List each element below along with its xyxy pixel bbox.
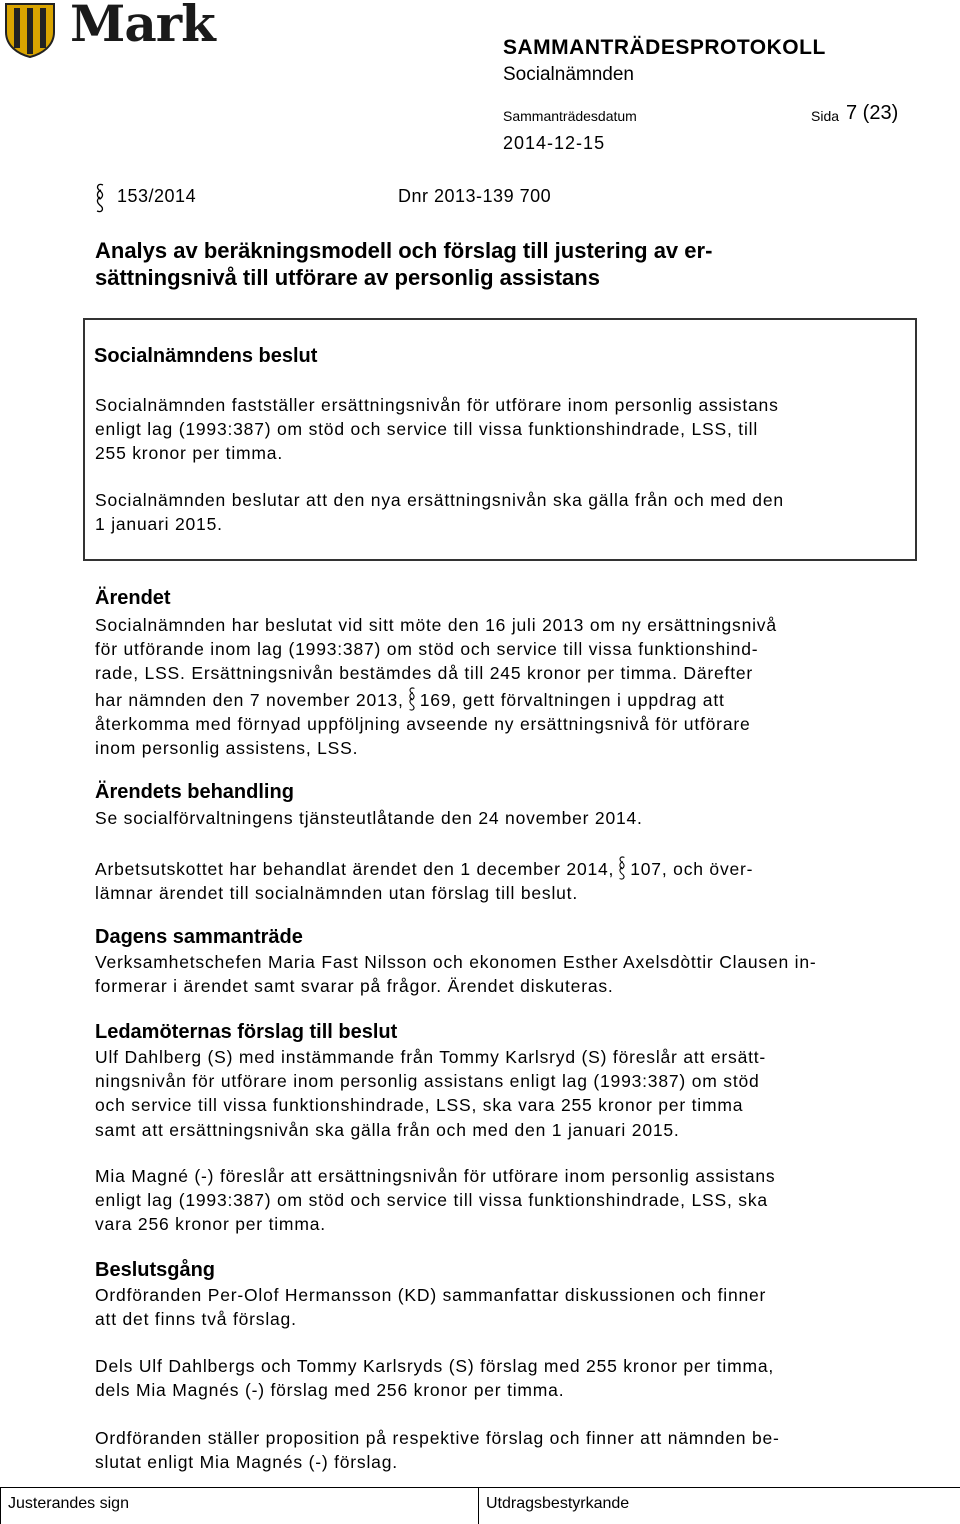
text-line: 255 kronor per timma. [95, 443, 283, 464]
text-line: Socialnämnden har beslutat vid sitt möte den 16 juli 2013 om ny ersättningsnivå [95, 615, 777, 635]
text-line: dels Mia Magnés (-) förslag med 256 kronor per timma. [95, 1380, 565, 1401]
text-line: Ordföranden ställer proposition på respektive förslag och finner att nämnden be- [95, 1428, 780, 1448]
text-line: för utförande inom lag (1993:387) om stöd och service till vissa funktionshind- [95, 639, 759, 660]
committee-name: Socialnämnden [503, 64, 634, 85]
logo [0, 0, 240, 62]
footer-divider [0, 1487, 960, 1488]
section-heading: Ärendets behandling [95, 781, 294, 803]
text-line: 1 januari 2015. [95, 514, 223, 535]
logo-text: Mark [70, 0, 215, 53]
text-line: Dels Ulf Dahlbergs och Tommy Karlsryds (S) förslag med 255 kronor per timma, [95, 1356, 775, 1376]
section-heading: Ledamöternas förslag till beslut [95, 1021, 398, 1043]
text-line: Mia Magné (-) föreslår att ersättningsnivån för utförare inom personlig assistans [95, 1166, 776, 1186]
case-title [95, 237, 815, 291]
decision-paragraph [95, 488, 925, 536]
forslag-paragraph [95, 1045, 925, 1142]
text-line: Verksamhetschefen Maria Fast Nilsson och ekonomen Esther Axelsdòttir Clausen in- [95, 952, 817, 972]
decision-paragraph [95, 393, 925, 466]
forslag-paragraph [95, 1164, 925, 1237]
text-line: ningsnivån för utförare inom personlig assistans enligt lag (1993:387) om stöd [95, 1071, 760, 1092]
text-line: lämnar ärendet till socialnämnden utan förslag till beslut. [95, 883, 578, 904]
text-line: Socialnämnden beslutar att den nya ersättningsnivån ska gälla från och med den [95, 490, 784, 510]
text-segment: har nämnden den 7 november 2013, [95, 689, 404, 710]
section-heading: Dagens sammanträde [95, 926, 303, 948]
text-segment: Arbetsutskottet har behandlat ärendet den 1 december 2014, [95, 859, 615, 879]
text-line: Ulf Dahlberg (S) med instämmande från Tommy Karlsryd (S) föreslår att ersätt- [95, 1047, 767, 1067]
text-segment: 107, och över- [630, 859, 754, 879]
signature-field-label: Justerandes sign [8, 1495, 129, 1512]
section-sign-icon [616, 855, 628, 881]
page-label: Sida [811, 108, 840, 124]
footer-divider [478, 1488, 479, 1524]
beslutsgang-paragraph [95, 1354, 925, 1402]
text-line: slutat enligt Mia Magnés (-) förslag. [95, 1452, 398, 1473]
certification-field-label: Utdragsbestyrkande [486, 1495, 630, 1512]
decision-heading: Socialnämndens beslut [94, 345, 318, 367]
text-segment: 169, gett förvaltningen i uppdrag att [419, 689, 725, 710]
text-line: enligt lag (1993:387) om stöd och service till vissa funktionshindrade, LSS, ska [95, 1190, 768, 1211]
diary-number: Dnr 2013-139 700 [398, 186, 552, 206]
document-type: SAMMANTRÄDESPROTOKOLL [503, 36, 826, 59]
behandling-paragraph [95, 806, 925, 830]
text-line: formerar i ärendet samt svarar på frågor. Ärendet diskuteras. [95, 976, 614, 997]
text-line: samt att ersättningsnivån ska gälla från och med den 1 januari 2015. [95, 1119, 680, 1140]
case-number: 153/2014 [117, 186, 197, 206]
text-line: rade, LSS. Ersättningsnivån bestämdes då till 245 kronor per timma. Därefter [95, 663, 754, 684]
text-line [95, 686, 925, 712]
behandling-paragraph [95, 855, 925, 905]
beslutsgang-paragraph [95, 1283, 925, 1331]
dagens-paragraph [95, 950, 925, 998]
footer-divider [0, 1488, 1, 1524]
case-title-line: Analys av beräkningsmodell och förslag till justering av er- [95, 238, 713, 263]
section-sign-icon [94, 182, 106, 214]
text-line [95, 855, 925, 881]
text-line: inom personlig assistens, LSS. [95, 738, 359, 759]
text-line: vara 256 kronor per timma. [95, 1214, 326, 1235]
coat-of-arms-icon [4, 2, 56, 58]
arendet-paragraph [95, 613, 925, 760]
beslutsgang-paragraph [95, 1426, 925, 1474]
section-sign-icon [406, 686, 418, 712]
page-number: 7 (23) [846, 102, 899, 124]
section-heading: Beslutsgång [95, 1259, 216, 1281]
text-line: och service till vissa funktionshindrade, LSS, ska vara 255 kronor per timma [95, 1095, 744, 1116]
text-line: att det finns två förslag. [95, 1309, 297, 1330]
text-line: enligt lag (1993:387) om stöd och service till vissa funktionshindrade, LSS, till [95, 419, 759, 440]
date-label: Sammanträdesdatum [503, 108, 637, 124]
case-title-line: sättningsnivå till utförare av personlig assistans [95, 265, 600, 290]
text-line: återkomma med förnyad uppföljning avseende ny ersättningsnivå för utförare [95, 713, 751, 734]
text-line: Ordföranden Per-Olof Hermansson (KD) sammanfattar diskussionen och finner [95, 1285, 767, 1305]
meeting-date: 2014-12-15 [503, 133, 606, 153]
section-heading: Ärendet [95, 587, 171, 609]
text-line: Socialnämnden fastställer ersättningsnivån för utförare inom personlig assistans [95, 395, 779, 415]
text-line: Se socialförvaltningens tjänsteutlåtande den 24 november 2014. [95, 808, 643, 828]
